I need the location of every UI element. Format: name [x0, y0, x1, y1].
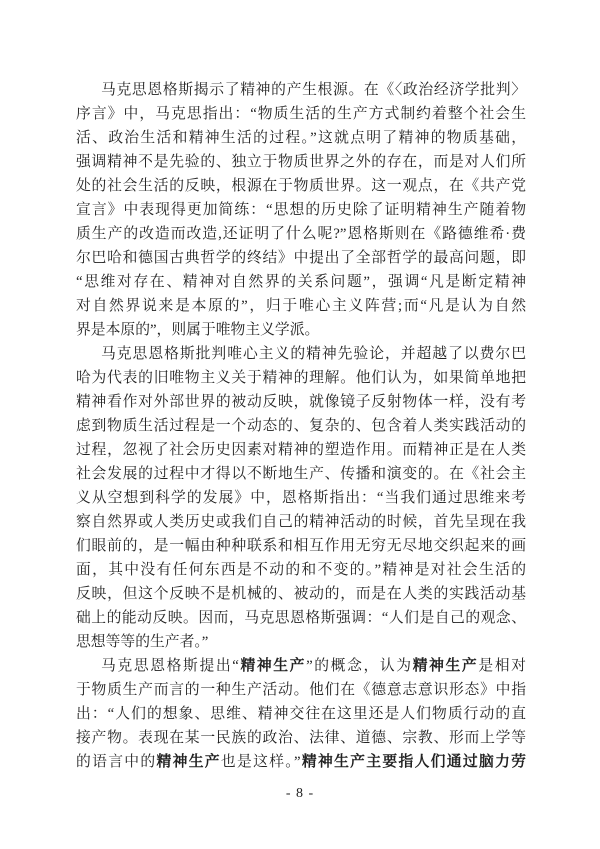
text-line: 面，其中没有任何东西是不动的和不变的。”精神是对社会生活的 — [76, 562, 526, 578]
text-line: 社会发展的过程中才得以不断地生产、传播和演变的。在《社会主 — [76, 466, 526, 482]
text-line: 活、政治生活和精神生活的过程。”这就点明了精神的物质基础， — [76, 130, 526, 146]
text-line — [76, 750, 526, 774]
text-line: 虑到物质生活过程是一个动态的、复杂的、包含着人类实践活动的 — [76, 418, 526, 434]
text-line — [76, 654, 526, 678]
text-line: 过程，忽视了社会历史因素对精神的塑造作用。而精神正是在人类 — [76, 442, 526, 458]
text-line: 对自然界说来是本原的”，归于唯心主义阵营;而“凡是认为自然 — [76, 298, 526, 314]
document-body — [76, 78, 526, 774]
text-line: 马克思恩格斯批判唯心主义的精神先验论，并超越了以费尔巴 — [101, 346, 526, 362]
text-segment: ”的概念，认为 — [306, 658, 413, 674]
text-line: “思维对存在、精神对自然界的关系问题”，强调“凡是断定精神 — [76, 274, 526, 290]
page-number: - 8 - — [285, 786, 315, 801]
text-line: 质生产的改造而改造,还证明了什么呢?”恩格斯则在《路德维希·费 — [76, 226, 526, 242]
text-line: 马克思恩格斯揭示了精神的产生根源。在《〈政治经济学批判〉 — [101, 82, 526, 98]
text-line: 反映，但这个反映不是机械的、被动的，而是在人类的实践活动基 — [76, 586, 526, 602]
text-line: 察自然界或人类历史或我们自己的精神活动的时候，首先呈现在我 — [76, 514, 526, 530]
text-line: 精神看作对外部世界的被动反映，就像镜子反射物体一样，没有考 — [76, 394, 526, 410]
text-line: 序言》中，马克思指出：“物质生活的生产方式制约着整个社会生 — [76, 106, 526, 122]
text-line: 哈为代表的旧唯物主义关于精神的理解。他们认为，如果简单地把 — [76, 370, 526, 386]
text-segment: 是相对 — [478, 658, 526, 674]
text-line: 义从空想到科学的发展》中，恩格斯指出：“当我们通过思维来考 — [76, 490, 526, 506]
bold-term: 精神生产主要指人们通过脑力劳 — [300, 754, 526, 770]
text-line: 础上的能动反映。因而，马克思恩格斯强调：“人们是自己的观念、 — [76, 610, 526, 626]
text-segment: 马克思恩格斯提出“ — [101, 658, 239, 674]
text-line: 尔巴哈和德国古典哲学的终结》中提出了全部哲学的最高问题，即 — [76, 250, 526, 266]
text-line: 界是本原的”，则属于唯物主义学派。 — [76, 322, 320, 338]
bold-term: 精神生产 — [412, 658, 479, 674]
bold-term: 精神生产 — [156, 754, 221, 770]
text-line: 出：“人们的想象、思维、精神交往在这里还是人们物质行动的直 — [76, 706, 526, 722]
text-line: 处的社会生活的反映，根源在于物质世界。这一观点，在《共产党 — [76, 178, 526, 194]
text-line: 接产物。表现在某一民族的政治、法律、道德、宗教、形而上学等 — [76, 730, 526, 746]
text-segment: 也是这样。” — [220, 754, 301, 770]
text-line: 宣言》中表现得更加简练：“思想的历史除了证明精神生产随着物 — [76, 202, 526, 218]
text-line: 强调精神不是先验的、独立于物质世界之外的存在，而是对人们所 — [76, 154, 526, 170]
text-line: 思想等等的生产者。” — [76, 634, 209, 650]
text-segment: 的语言中的 — [76, 754, 157, 770]
bold-term: 精神生产 — [238, 658, 307, 674]
text-line: 们眼前的，是一幅由种种联系和相互作用无穷无尽地交织起来的画 — [76, 538, 526, 554]
text-line: 于物质生产而言的一种生产活动。他们在《德意志意识形态》中指 — [76, 682, 526, 698]
